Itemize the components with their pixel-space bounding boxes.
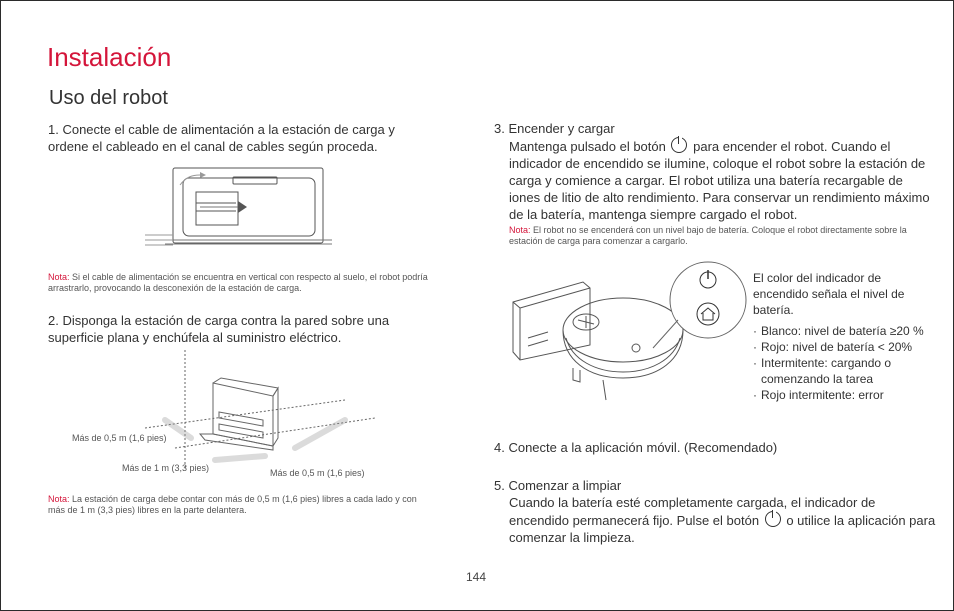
home-icon — [700, 307, 716, 321]
step2-note — [48, 494, 428, 516]
power-icon — [765, 511, 781, 527]
note-label: Nota: — [509, 225, 531, 235]
charging-dock-top-illustration — [140, 165, 342, 253]
note-text: La estación de carga debe contar con más de 0,5 m (1,6 pies) libres a cada lado y con más de 1 m (3,3 pies) libres en la parte delantera. — [48, 494, 417, 515]
step3-text — [509, 137, 937, 223]
step5-heading: 5. Comenzar a limpiar — [494, 478, 622, 493]
clearance-right-label: Más de 0,5 m (1,6 pies) — [270, 468, 365, 478]
note-label: Nota: — [48, 494, 70, 504]
clearance-left-label: Más de 0,5 m (1,6 pies) — [72, 433, 167, 443]
step1-text: 1. Conecte el cable de alimentación a la estación de carga y ordene el cableado en el canal de cables según proceda. — [48, 122, 395, 154]
list-item: · Rojo: nivel de batería < 20% — [753, 339, 943, 355]
step3-note — [509, 225, 937, 247]
indicator-description: El color del indicador de encendido señala el nivel de batería. — [753, 271, 905, 317]
dock-clearance-illustration — [145, 350, 385, 475]
page-number: 144 — [466, 570, 487, 584]
section-subtitle: Uso del robot — [49, 87, 168, 109]
step4-text: 4. Conecte a la aplicación móvil. (Recomendado) — [494, 440, 778, 455]
step3-text-before: Mantenga pulsado el botón — [509, 139, 666, 154]
power-icon — [671, 137, 687, 153]
list-item: · Rojo intermitente: error — [753, 387, 943, 403]
step5-text — [509, 494, 937, 546]
note-text: Si el cable de alimentación se encuentra en vertical con respecto al suelo, el robot podría arrastrarlo, provocando la desconexión de la estación de carga. — [48, 272, 428, 293]
step1-note — [48, 272, 458, 294]
list-item: · Intermitente: cargando o comenzando la tarea — [753, 355, 911, 387]
step3-heading: 3. Encender y cargar — [494, 121, 615, 136]
page-title: Instalación — [47, 42, 172, 72]
step5-text-before: Cuando la batería esté completamente cargada, el indicador de encendido permanecerá fijo. Pulse el botón — [509, 495, 876, 528]
note-text: El robot no se encenderá con un nivel bajo de batería. Coloque el robot directamente sobre la estación de carga para comenzar a cargarlo. — [509, 225, 907, 246]
list-item: · Blanco: nivel de batería ≥20 % — [753, 323, 943, 339]
step3-text-after: para encender el robot. Cuando el indicador de encendido se ilumine, coloque el robot sobre la estación de carga y comience a cargar. El robot utiliza una batería recargable de iones de litio de alto rendimiento. Para conservar un rendimiento máximo de la batería, mantenga siempre cargado el robot. — [509, 139, 930, 222]
step2-text: 2. Disponga la estación de carga contra la pared sobre una superficie plana y enchúfela al suministro eléctrico. — [48, 313, 390, 345]
robot-on-dock-illustration — [508, 260, 748, 410]
note-label: Nota: — [48, 272, 70, 282]
clearance-front-label: Más de 1 m (3,3 pies) — [122, 463, 210, 473]
step5-text-after: o utilice la aplicación para comenzar la limpieza. — [509, 513, 936, 545]
indicator-list — [753, 323, 943, 403]
